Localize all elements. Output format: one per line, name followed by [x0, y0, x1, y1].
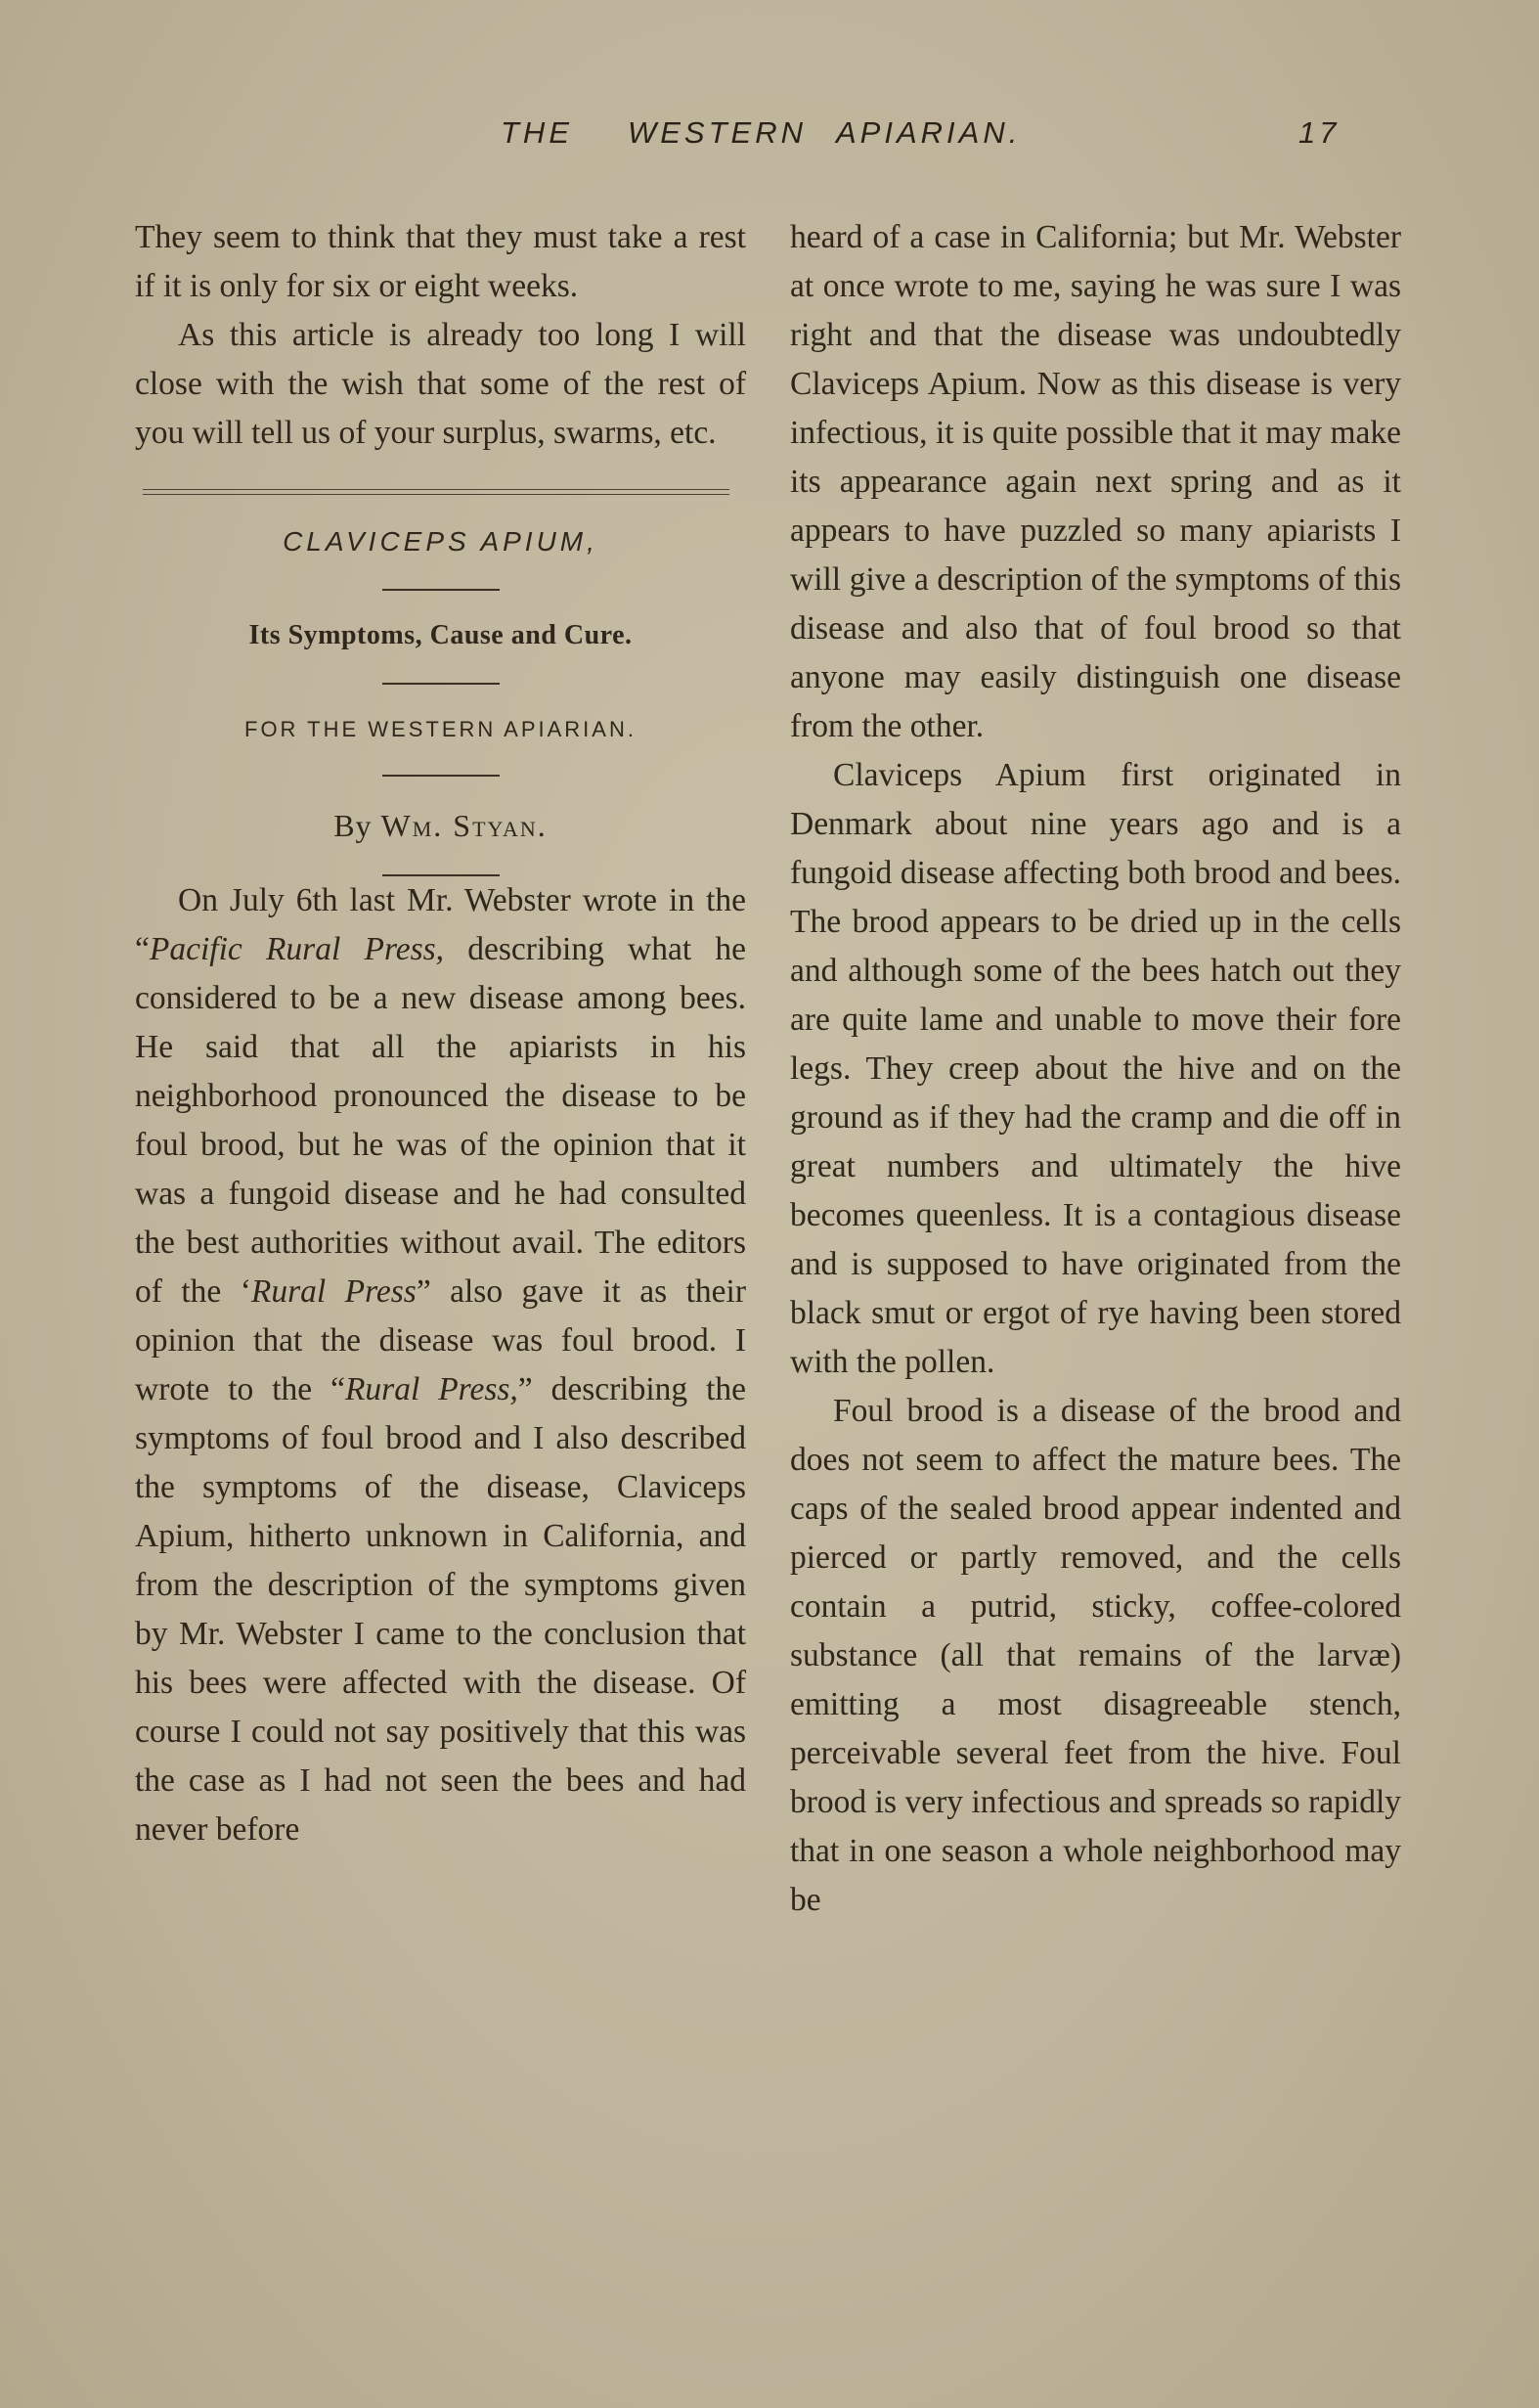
title-rule-2	[382, 683, 500, 685]
article-title: CLAVICEPS APIUM,	[283, 526, 598, 557]
running-header	[479, 115, 1379, 164]
header-word-apiarian: APIARIAN.	[836, 115, 1022, 150]
for-the-western-apiarian: FOR THE WESTERN APIARIAN.	[244, 717, 637, 741]
section-divider	[143, 489, 729, 495]
p3-text-d: ” describing the symptoms of foul brood and I also described the symptoms of the disease, Claviceps Apium, hitherto unknown in California, and from the description of the symptoms given by Mr. Webster I came to the conclusion that his bees were affected with the disease. Of course I could not say positively that this was the case as I had not seen the bees and had never before	[135, 1371, 746, 1848]
p3-italic-pacific-rural-press: Pacific Rural Press,	[149, 931, 445, 967]
left-column	[135, 213, 746, 1854]
right-paragraph-3: Foul brood is a disease of the brood and does not seem to affect the mature bees. The caps of the sealed brood appear indented and pierced or partly removed, and the cells contain a putrid, sticky, coffee-colored substance (all that remains of the larvæ) emitting a most disagreeable stench, perceivable several feet from the hive. Foul brood is very infectious and spreads so rapidly that in one season a whole neighborhood may be	[790, 1393, 1401, 1918]
right-paragraph-2: Claviceps Apium first originated in Denmark about nine years ago and is a fungoid disease affecting both brood and bees. The brood appears to be dried up in the cells and although some of the bees hatch out they are quite lame and unable to move their fore legs. They creep about the hive and on the ground as if they had the cramp and die off in great numbers and ultimately the hive becomes queenless. It is a contagious disease and is supposed to have originated from the black smut or ergot of rye having been stored with the pollen.	[790, 757, 1401, 1380]
p3-text-b: describing what he considered to be a new disease among bees. He said that all the apiarists in his neighborhood pronounced the disease to be foul brood, but he was of the opinion that it was a fungoid disease and he had consulted the best authorities without avail. The editors of the ‘	[135, 931, 746, 1310]
title-rule-3	[382, 775, 500, 777]
left-paragraph-3	[135, 876, 746, 1854]
byline-author: Wm. Styan.	[380, 808, 548, 843]
byline	[135, 804, 746, 847]
byline-prefix: By	[333, 808, 373, 843]
left-paragraph-2: As this article is already too long I will close with the wish that some of the rest of you will tell us of your surplus, swarms, etc.	[135, 317, 746, 451]
p3-text-a: On July 6th last Mr. Webster wrote in the “	[135, 882, 746, 967]
article-subtitle: Its Symptoms, Cause and Cure.	[248, 620, 633, 650]
right-paragraph-1: heard of a case in California; but Mr. Webster at once wrote to me, saying he was sure I was right and that the disease was undoubtedly Claviceps Apium. Now as this disease is very infectious, it is quite possible that it may make its appearance again next spring and as it appears to have puzzled so many apiarists I will give a description of the symptoms of this disease and also that of foul brood so that anyone may easily distinguish one disease from the other.	[790, 219, 1401, 744]
p3-italic-rural-press: Rural Press	[250, 1273, 417, 1310]
header-word-western: WESTERN	[628, 115, 807, 150]
header-word-the: THE	[501, 115, 573, 150]
right-column	[790, 213, 1401, 1925]
left-paragraph-1: They seem to think that they must take a rest if it is only for six or eight weeks.	[135, 219, 746, 304]
title-rule-1	[382, 589, 500, 591]
p3-italic-rural-press-2: Rural Press,	[344, 1371, 518, 1407]
page-number: 17	[1298, 115, 1341, 150]
p3-text-c: ” also gave it as their opinion that the disease was foul brood. I wrote to the “	[135, 1273, 746, 1407]
